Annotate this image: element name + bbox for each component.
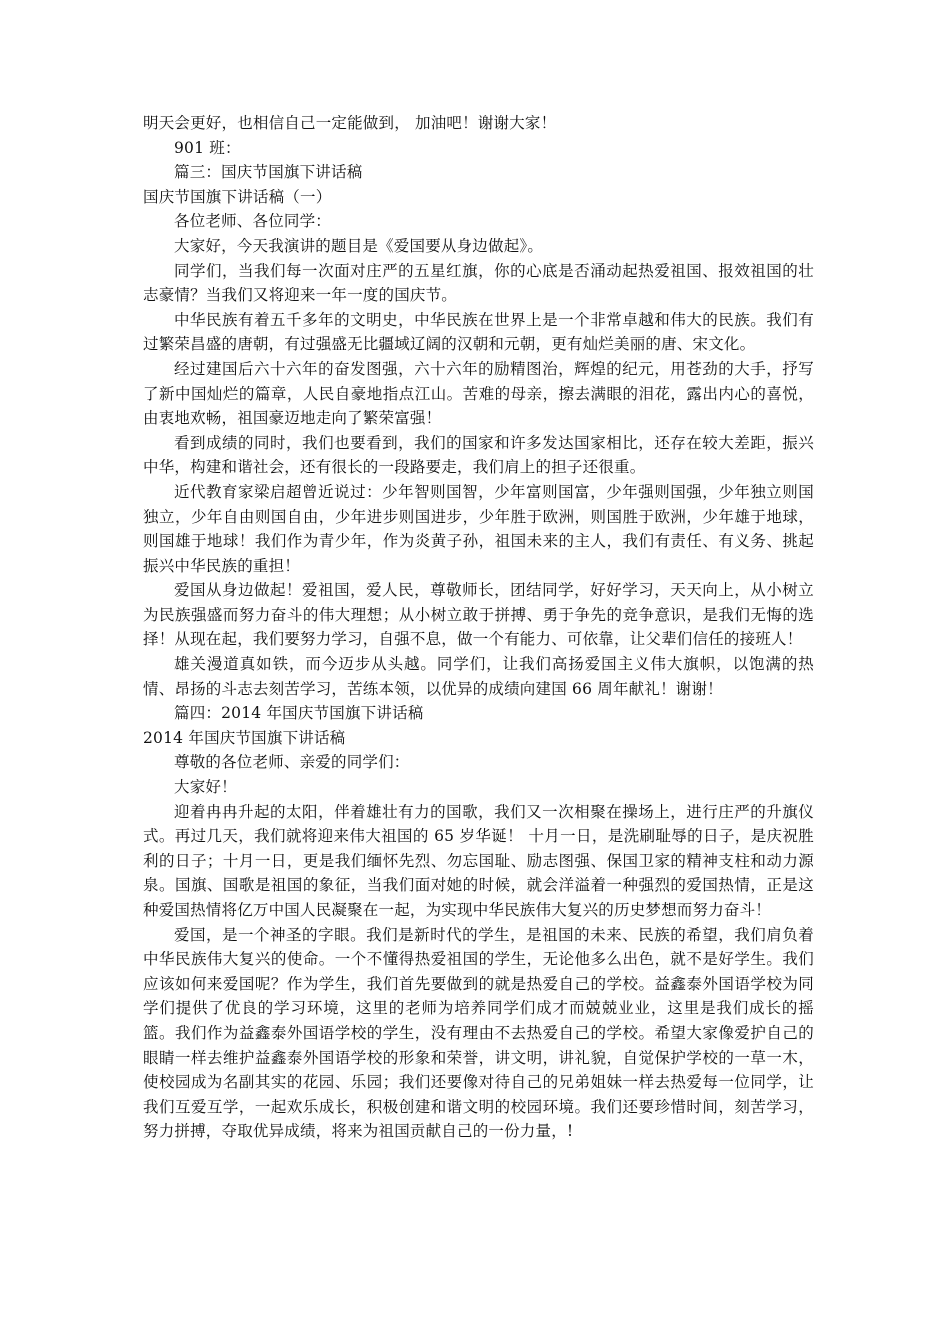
section-heading: 篇三：国庆节国旗下讲话稿 (174, 163, 363, 182)
paragraph: 看到成绩的同时，我们也要看到，我们的国家和许多发达国家相比，还存在较大差距，振兴中华，构建和谐社会，还有很长的一段路要走，我们肩上的担子还很重。 (143, 433, 814, 477)
paragraph: 爱国从身边做起！爱祖国，爱人民，尊敬师长，团结同学，好好学习，天天向上，从小树立为民族强盛而努力奋斗的伟大理想；从小树立敢于拼搏、勇于争先的竞争意识，是我们无悔的选择！从现在起，我们要努力学习，自强不息，做一个有能力、可依靠，让父辈们信任的接班人！ (143, 581, 814, 649)
salutation: 尊敬的各位老师、亲爱的同学们： (174, 753, 410, 772)
paragraph: 雄关漫道真如铁，而今迈步从头越。同学们，让我们高扬爱国主义伟大旗帜，以饱满的热情、昂扬的斗志去刻苦学习，苦练本领，以优异的成绩向建国 66 周年献礼！谢谢！ (143, 655, 814, 698)
speech-title: 2014 年国庆节国旗下讲话稿 (143, 728, 346, 747)
paragraph: 同学们，当我们每一次面对庄严的五星红旗，你的心底是否涌动起热爱祖国、报效祖国的壮志豪情？当我们又将迎来一年一度的国庆节。 (143, 261, 814, 305)
class-signature: 901 班： (174, 138, 241, 157)
paragraph: 迎着冉冉升起的太阳，伴着雄壮有力的国歌，我们又一次相聚在操场上，进行庄严的升旗仪式。再过几天，我们就将迎来伟大祖国的 65 岁华诞！ 十月一日，是洗刷耻辱的日子，是庆祝胜利的日子；十月一日，更是我们缅怀先烈、勿忘国耻、励志图强、保国卫家的精神支柱和动力源泉。国旗、国歌是祖国的象征，当我们面对她的时候，就会洋溢着一种强烈的爱国热情，正是这种爱国热情将亿万中国人民凝聚在一起，为实现中华民族伟大复兴的历史梦想而努力奋斗！ (143, 802, 814, 919)
greeting: 大家好！ (174, 778, 237, 797)
paragraph: 经过建国后六十六年的奋发图强，六十六年的励精图治，辉煌的纪元，用苍劲的大手，抒写了新中国灿烂的篇章，人民自豪地指点江山。苦难的母亲，擦去满眼的泪花，露出内心的喜悦，由衷地欢畅，祖国豪迈地走向了繁荣富强！ (143, 359, 814, 428)
paragraph: 明天会更好，也相信自己一定能做到， 加油吧！谢谢大家！ (143, 114, 557, 132)
paragraph: 大家好，今天我演讲的题目是《爱国要从身边做起》。 (174, 236, 544, 255)
section-heading: 篇四：2014 年国庆节国旗下讲话稿 (174, 704, 424, 723)
paragraph: 中华民族有着五千多年的文明史，中华民族在世界上是一个非常卓越和伟大的民族。我们有过繁荣昌盛的唐朝，有过强盛无比疆域辽阔的汉朝和元朝，更有灿烂美丽的唐、宋文化。 (143, 310, 814, 354)
document-body (143, 111, 814, 1144)
salutation: 各位老师、各位同学： (174, 212, 332, 231)
speech-title: 国庆节国旗下讲话稿（一） (143, 187, 332, 206)
paragraph: 近代教育家梁启超曾近说过：少年智则国智，少年富则国富，少年强则国强，少年独立则国独立，少年自由则国自由，少年进步则国进步，少年胜于欧洲，则国胜于欧洲，少年雄于地球，则国雄于地球！我们作为青少年，作为炎黄子孙，祖国未来的主人，我们有责任、有义务、挑起振兴中华民族的重担！ (143, 482, 814, 575)
paragraph: 爱国，是一个神圣的字眼。我们是新时代的学生，是祖国的未来、民族的希望，我们肩负着中华民族伟大复兴的使命。一个不懂得热爱祖国的学生，无论他多么出色，就不是好学生。我们应该如何来爱国呢？作为学生，我们首先要做到的就是热爱自己的学校。益鑫泰外国语学校为同学们提供了优良的学习环境，这里的老师为培养同学们成才而兢兢业业，这里是我们成长的摇篮。我们作为益鑫泰外国语学校的学生，没有理由不去热爱自己的学校。希望大家像爱护自己的眼睛一样去维护益鑫泰外国语学校的形象和荣誉，讲文明，讲礼貌，自觉保护学校的一草一木，使校园成为名副其实的花园、乐园；我们还要像对待自己的兄弟姐妹一样去热爱每一位同学，让我们互爱互学，一起欢乐成长，积极创建和谐文明的校园环境。我们还要珍惜时间，刻苦学习，努力拼搏，夺取优异成绩，将来为祖国贡献自己的一份力量，! (143, 925, 814, 1141)
